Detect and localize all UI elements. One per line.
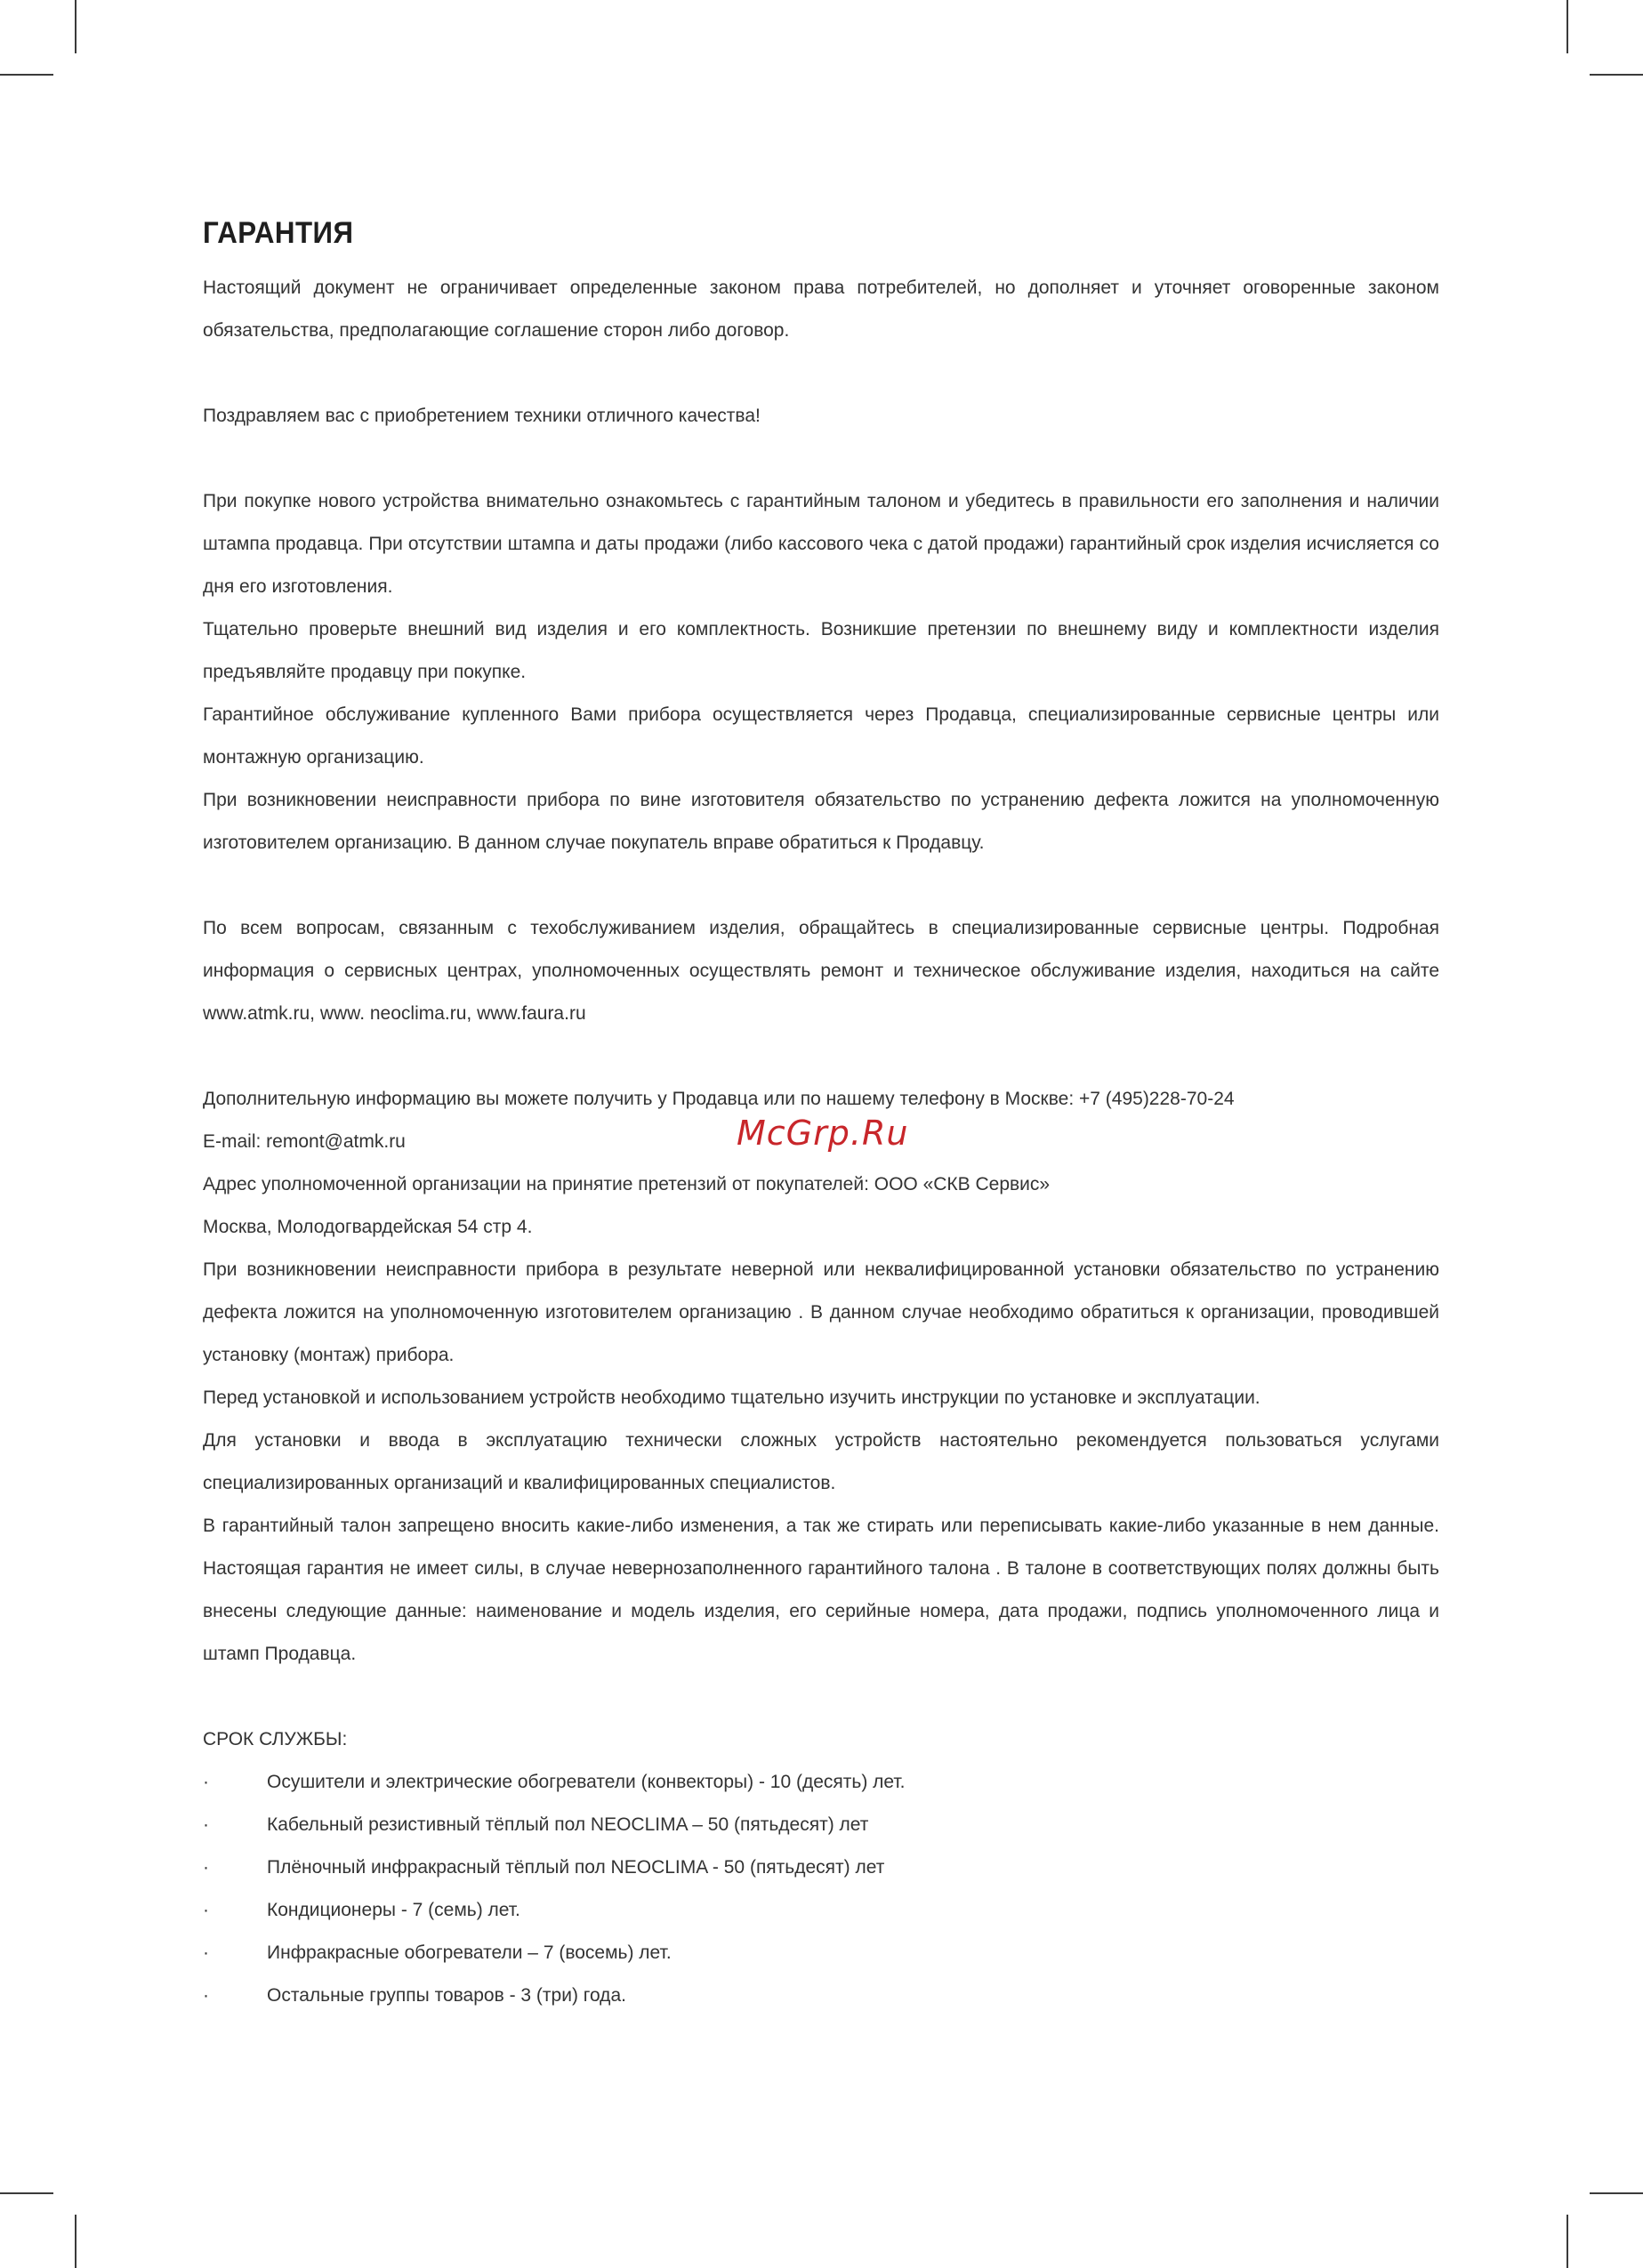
installation-defect-paragraph: При возникновении неисправности прибора в результате неверной или неквалифицированной установки обязательство по устранению дефекта ложится на уполномоченную изготовителем организацию . В данном случае необходимо обратиться к организации, проводившей установку (монтаж) прибора. (203, 1259, 1439, 1365)
bullet-icon: · (203, 1900, 209, 1920)
specialists-paragraph: Для установки и ввода в эксплуатацию технически сложных устройств настоятельно рекомендуется пользоваться услугами специализированных организаций и квалифицированных специалистов. (203, 1430, 1439, 1493)
list-item-text: Кабельный резистивный тёплый пол NEOCLIMA – 50 (пятьдесят) лет (267, 1814, 869, 1835)
list-item-text: Инфракрасные обогреватели – 7 (восемь) лет. (267, 1942, 672, 1963)
bullet-icon: · (203, 1985, 209, 2006)
list-item (203, 1761, 1439, 1804)
inspection-paragraph: Тщательно проверьте внешний вид изделия и его комплектность. Возникшие претензии по внешнему виду и комплектности изделия предъявляйте продавцу при покупке. (203, 619, 1439, 682)
bullet-icon: · (203, 1814, 209, 1835)
list-item-text: Плёночный инфракрасный тёплый пол NEOCLIMA - 50 (пятьдесят) лет (267, 1857, 885, 1878)
bullet-icon: · (203, 1942, 209, 1963)
service-paragraph: Гарантийное обслуживание купленного Вами прибора осуществляется через Продавца, специализированные сервисные центры или монтажную организацию. (203, 704, 1439, 768)
crop-mark-bottom-right-horizontal (1590, 2192, 1643, 2194)
city-address-line: Москва, Молодогвардейская 54 стр 4. (203, 1217, 533, 1237)
crop-mark-bottom-left-horizontal (0, 2192, 53, 2194)
crop-mark-bottom-right-vertical (1566, 2215, 1568, 2268)
intro-paragraph: Настоящий документ не ограничивает определенные законом права потребителей, но дополняет и уточняет оговоренные законом обязательства, предполагающие соглашение сторон либо договор. (203, 277, 1439, 341)
warranty-card-paragraph: В гарантийный талон запрещено вносить какие-либо изменения, а так же стирать или переписывать какие-либо указанные в нем данные. Настоящая гарантия не имеет силы, в случае невернозаполненного гарантийного талона . В талоне в соответствующих полях должны быть внесены следующие данные: наименование и модель изделия, его серийные номера, дата продажи, подпись уполномоченного лица и штамп Продавца. (203, 1516, 1439, 1664)
phone-line: Дополнительную информацию вы можете получить у Продавца или по нашему телефону в Москве: +7 (495)228-70-24 (203, 1089, 1235, 1109)
watermark: McGrp.Ru (737, 1114, 909, 1153)
crop-mark-top-right-vertical (1566, 0, 1568, 53)
page-title: ГАРАНТИЯ (203, 216, 354, 250)
crop-mark-top-left-horizontal (0, 74, 53, 76)
spacer (203, 438, 1439, 480)
instructions-paragraph: Перед установкой и использованием устройств необходимо тщательно изучить инструкции по установке и эксплуатации. (203, 1387, 1260, 1408)
crop-mark-bottom-left-vertical (75, 2215, 77, 2268)
email-line: E-mail: remont@atmk.ru (203, 1131, 406, 1152)
spacer (203, 865, 1439, 907)
crop-mark-top-left-vertical (75, 0, 77, 53)
list-item (203, 1804, 1439, 1846)
bullet-icon: · (203, 1857, 209, 1878)
congrats-paragraph: Поздравляем вас с приобретением техники отличного качества! (203, 406, 761, 426)
service-life-list (203, 1761, 1439, 2017)
spacer (203, 352, 1439, 395)
service-life-heading: СРОК СЛУЖБЫ: (203, 1729, 348, 1749)
purchase-check-paragraph: При покупке нового устройства внимательно ознакомьтесь с гарантийным талоном и убедитесь в правильности его заполнения и наличии штампа продавца. При отсутствии штампа и даты продажи (либо кассового чека с датой продажи) гарантийный срок изделия исчисляется со дня его изготовления. (203, 491, 1439, 597)
defect-paragraph: При возникновении неисправности прибора по вине изготовителя обязательство по устранению дефекта ложится на уполномоченную изготовителем организацию. В данном случае покупатель вправе обратиться к Продавцу. (203, 790, 1439, 853)
service-centers-paragraph: По всем вопросам, связанным с техобслуживанием изделия, обращайтесь в специализированные сервисные центры. Подробная информация о сервисных центрах, уполномоченных осуществлять ремонт и техническое обслуживание изделия, находиться на сайте www.atmk.ru, www. neoclima.ru, www.faura.ru (203, 918, 1439, 1024)
list-item (203, 1889, 1439, 1932)
spacer (203, 1035, 1439, 1078)
list-item (203, 1846, 1439, 1889)
spacer (203, 1676, 1439, 1718)
claims-address-line: Адрес уполномоченной организации на принятие претензий от покупателей: ООО «СКВ Сервис» (203, 1174, 1051, 1194)
list-item-text: Кондиционеры - 7 (семь) лет. (267, 1900, 520, 1920)
crop-mark-top-right-horizontal (1590, 74, 1643, 76)
bullet-icon: · (203, 1772, 209, 1792)
list-item (203, 1974, 1439, 2017)
list-item-text: Остальные группы товаров - 3 (три) года. (267, 1985, 626, 2006)
list-item (203, 1932, 1439, 1974)
list-item-text: Осушители и электрические обогреватели (конвекторы) - 10 (десять) лет. (267, 1772, 906, 1792)
